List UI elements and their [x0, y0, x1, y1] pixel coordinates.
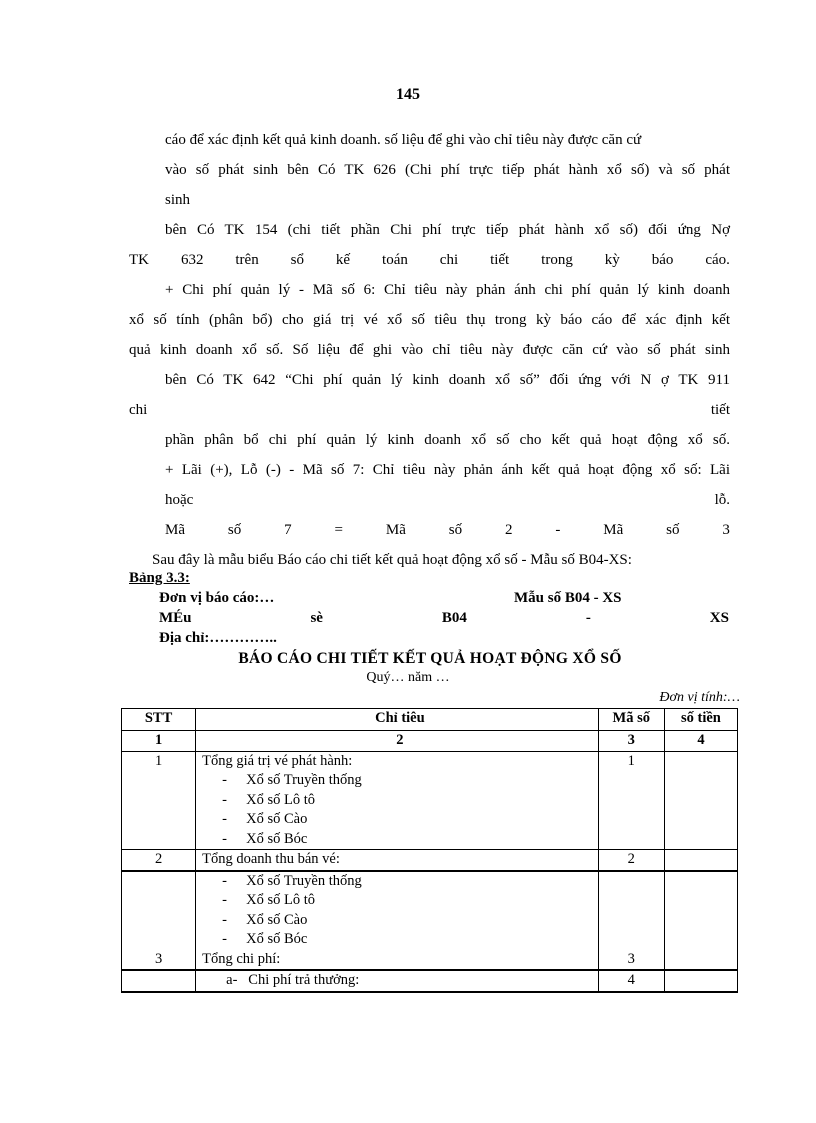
- word: trong: [541, 252, 573, 268]
- word: trên: [235, 252, 259, 268]
- sub-item-label: Xổ số Lô tô: [246, 892, 316, 908]
- word: XS: [709, 610, 729, 626]
- row-code: 1: [598, 751, 664, 850]
- row-stt: [122, 970, 196, 992]
- row-desc: a- Chi phí trả thưởng:: [226, 972, 360, 988]
- form-line: [159, 610, 729, 627]
- word: tiết: [490, 252, 510, 268]
- formula-line: [165, 520, 730, 540]
- word: B04: [441, 610, 467, 626]
- sub-item: - Xổ số Cào: [222, 811, 308, 827]
- word: 632: [180, 252, 204, 268]
- page-number: 145: [396, 86, 420, 103]
- sub-item: - Xổ số Bóc: [222, 931, 308, 947]
- row-stt: 3: [122, 871, 196, 971]
- report-table: [121, 708, 738, 993]
- col-header-code: Mã số: [598, 709, 664, 731]
- row-code: 2: [598, 850, 664, 871]
- sub-item-label: Xổ số Cào: [246, 811, 308, 827]
- sub-item-label: Xổ số Truyền thống: [246, 872, 362, 889]
- row-desc-cell: [196, 970, 599, 992]
- word: =: [334, 522, 343, 538]
- word: lỗ.: [714, 492, 730, 508]
- word: sổ: [290, 252, 304, 268]
- sub-item-label: Xổ số Bóc: [246, 830, 308, 847]
- row-desc: Tổng doanh thu bán vé:: [196, 850, 599, 871]
- row-stt: 2: [122, 850, 196, 871]
- para-line-6: + Chi phí quản lý - Mã số 6: Chỉ tiêu này phản ánh chi phí quản lý kinh doanh: [165, 282, 730, 298]
- word: toán: [382, 252, 408, 268]
- table-row: [122, 970, 738, 992]
- sub-item: - Xổ số Truyền thống: [222, 872, 362, 889]
- table-header-row: [122, 709, 738, 731]
- word: tiết: [710, 402, 730, 418]
- word: cáo.: [705, 252, 730, 268]
- word: kỳ: [604, 252, 620, 268]
- sub-item-label: Xổ số Bóc: [246, 931, 308, 947]
- table-row: [122, 850, 738, 871]
- row-code: 4: [598, 970, 664, 992]
- word: Mã: [603, 522, 624, 538]
- col-header-amount: số tiền: [664, 709, 737, 731]
- row-code: 3: [598, 871, 664, 971]
- table-row: [122, 871, 738, 971]
- word: hoặc: [165, 492, 194, 508]
- para-line-3: sinh: [165, 192, 191, 208]
- column-number-row: [122, 731, 738, 752]
- word: Mã: [385, 522, 406, 538]
- row-amount: [664, 871, 737, 971]
- word: -: [555, 522, 561, 538]
- col-header-desc: Chỉ tiêu: [196, 709, 599, 731]
- para-line-5: [129, 250, 730, 270]
- currency-unit: Đơn vị tính:…: [659, 690, 740, 705]
- row-stt: 1: [122, 751, 196, 850]
- word: MÉu: [159, 610, 192, 626]
- word: Mã: [165, 522, 185, 538]
- para-line-8: quả kinh doanh xổ số. Số liệu để ghi vào chỉ tiêu này được căn cứ vào số phát sinh: [129, 342, 730, 358]
- address-label: Địa chỉ:…………..: [159, 630, 277, 646]
- sub-item-label: Xổ số Cào: [246, 911, 308, 928]
- word: số: [227, 522, 242, 538]
- word: 7: [284, 522, 292, 538]
- para-line-10: [129, 400, 730, 420]
- para-line-11: phần phân bổ chi phí quản lý kinh doanh xổ số cho kết quả hoạt động xổ số.: [165, 432, 730, 448]
- table-row: [122, 751, 738, 850]
- word: 2: [505, 522, 513, 538]
- word: báo: [651, 252, 674, 268]
- row-amount: [664, 850, 737, 871]
- para-line-4: bên Có TK 154 (chi tiết phần Chi phí trực tiếp phát hành xổ số) đối ứng Nợ: [165, 222, 730, 238]
- sub-item: - Xổ số Lô tô: [222, 791, 316, 808]
- row-desc: Tổng giá trị vé phát hành:: [202, 752, 353, 769]
- row-desc: Tổng chi phí:: [202, 950, 281, 967]
- word: số: [666, 522, 680, 538]
- col-header-stt: STT: [122, 709, 196, 731]
- unit-label: Đơn vị báo cáo:…: [159, 590, 275, 606]
- sub-item: - Xổ số Truyền thống: [222, 772, 362, 788]
- col-number: 4: [664, 731, 737, 752]
- para-line-1: cáo để xác định kết quả kinh doanh. số liệu để ghi vào chỉ tiêu này được căn cứ: [165, 132, 642, 148]
- word: số: [448, 522, 463, 538]
- table-caption: Bảng 3.3:: [129, 570, 190, 586]
- para-line-13: [165, 490, 730, 510]
- row-desc-cell: [196, 751, 599, 850]
- word: 3: [722, 522, 730, 538]
- word: kế: [335, 252, 351, 268]
- col-number: 3: [598, 731, 664, 752]
- sub-item: - Xổ số Lô tô: [222, 892, 316, 908]
- sub-item-label: Xổ số Lô tô: [246, 791, 316, 808]
- report-period: Quý… năm …: [366, 670, 450, 685]
- sub-item: - Xổ số Cào: [222, 911, 308, 928]
- word: chi: [439, 252, 459, 268]
- para-line-7: xổ số tính (phân bổ) cho giá trị vé xổ số tiêu thụ trong kỳ báo cáo để xác định kết: [129, 312, 730, 328]
- sub-item-label: Xổ số Truyền thống: [246, 772, 362, 788]
- para-line-9: bên Có TK 642 “Chi phí quản lý kinh doanh xổ số” đối ứng với N ợ TK 911: [165, 372, 730, 388]
- para-line-2: vào số phát sinh bên Có TK 626 (Chi phí trực tiếp phát hành xổ số) và số phát: [165, 162, 730, 178]
- form-label: Mẫu số B04 - XS: [514, 590, 622, 606]
- col-number: 2: [196, 731, 599, 752]
- word: chi: [129, 402, 148, 418]
- col-number: 1: [122, 731, 196, 752]
- word: TK: [129, 252, 149, 268]
- row-amount: [664, 970, 737, 992]
- report-title: BÁO CÁO CHI TIẾT KẾT QUẢ HOẠT ĐỘNG XỔ SỐ: [238, 650, 622, 667]
- word: -: [585, 610, 591, 626]
- para-line-12: + Lãi (+), Lỗ (-) - Mã số 7: Chỉ tiêu này phản ánh kết quả hoạt động xổ số: Lãi: [165, 462, 730, 478]
- intro-line: Sau đây là mẫu biểu Báo cáo chi tiết kết quả hoạt động xổ số - Mẫu số B04-XS:: [152, 552, 632, 568]
- sub-item: - Xổ số Bóc: [222, 830, 308, 847]
- row-desc-cell: [196, 871, 599, 971]
- row-amount: [664, 751, 737, 850]
- word: sè: [310, 610, 323, 626]
